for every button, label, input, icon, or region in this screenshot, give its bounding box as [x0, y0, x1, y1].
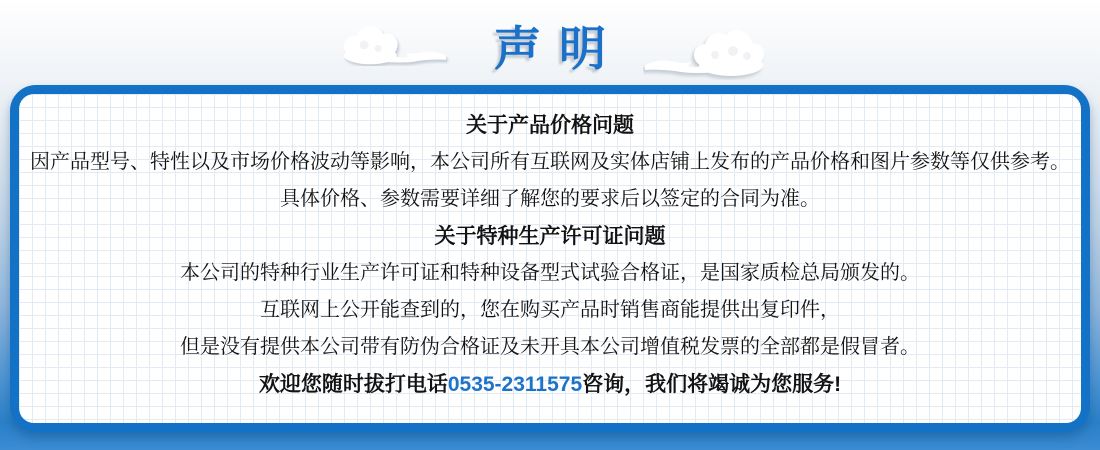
notice-line: 但是没有提供本公司带有防伪合格证及未开具本公司增值税发票的全部都是假冒者。	[180, 336, 920, 358]
contact-line-suffix: 咨询，我们将竭诚为您服务!	[582, 373, 842, 396]
notice-panel	[10, 85, 1090, 432]
notice-line: 互联网上公开能查到的，您在购买产品时销售商能提供出复印件，	[260, 299, 840, 321]
notice-line: 具体价格、参数需要详细了解您的要求后以签定的合同为准。	[280, 188, 820, 210]
contact-line	[19, 366, 1081, 403]
cloud-right-icon	[643, 24, 765, 80]
section-heading-price: 关于产品价格问题	[466, 114, 634, 137]
grid-paper-background	[19, 94, 1081, 423]
page-title: 声明	[494, 22, 624, 75]
notice-line: 因产品型号、特性以及市场价格波动等影响，本公司所有互联网及实体店铺上发布的产品价格和图片参数等仅供参考。	[30, 151, 1070, 173]
phone-number: 0535-2311575	[447, 373, 583, 396]
cloud-left-icon	[333, 22, 455, 66]
contact-line-prefix: 欢迎您随时拔打电话	[258, 373, 448, 396]
section-heading-license: 关于特种生产许可证问题	[434, 225, 666, 248]
notice-content	[19, 94, 1081, 423]
notice-line: 本公司的特种行业生产许可证和特种设备型式试验合格证，是国家质检总局颁发的。	[180, 262, 920, 284]
